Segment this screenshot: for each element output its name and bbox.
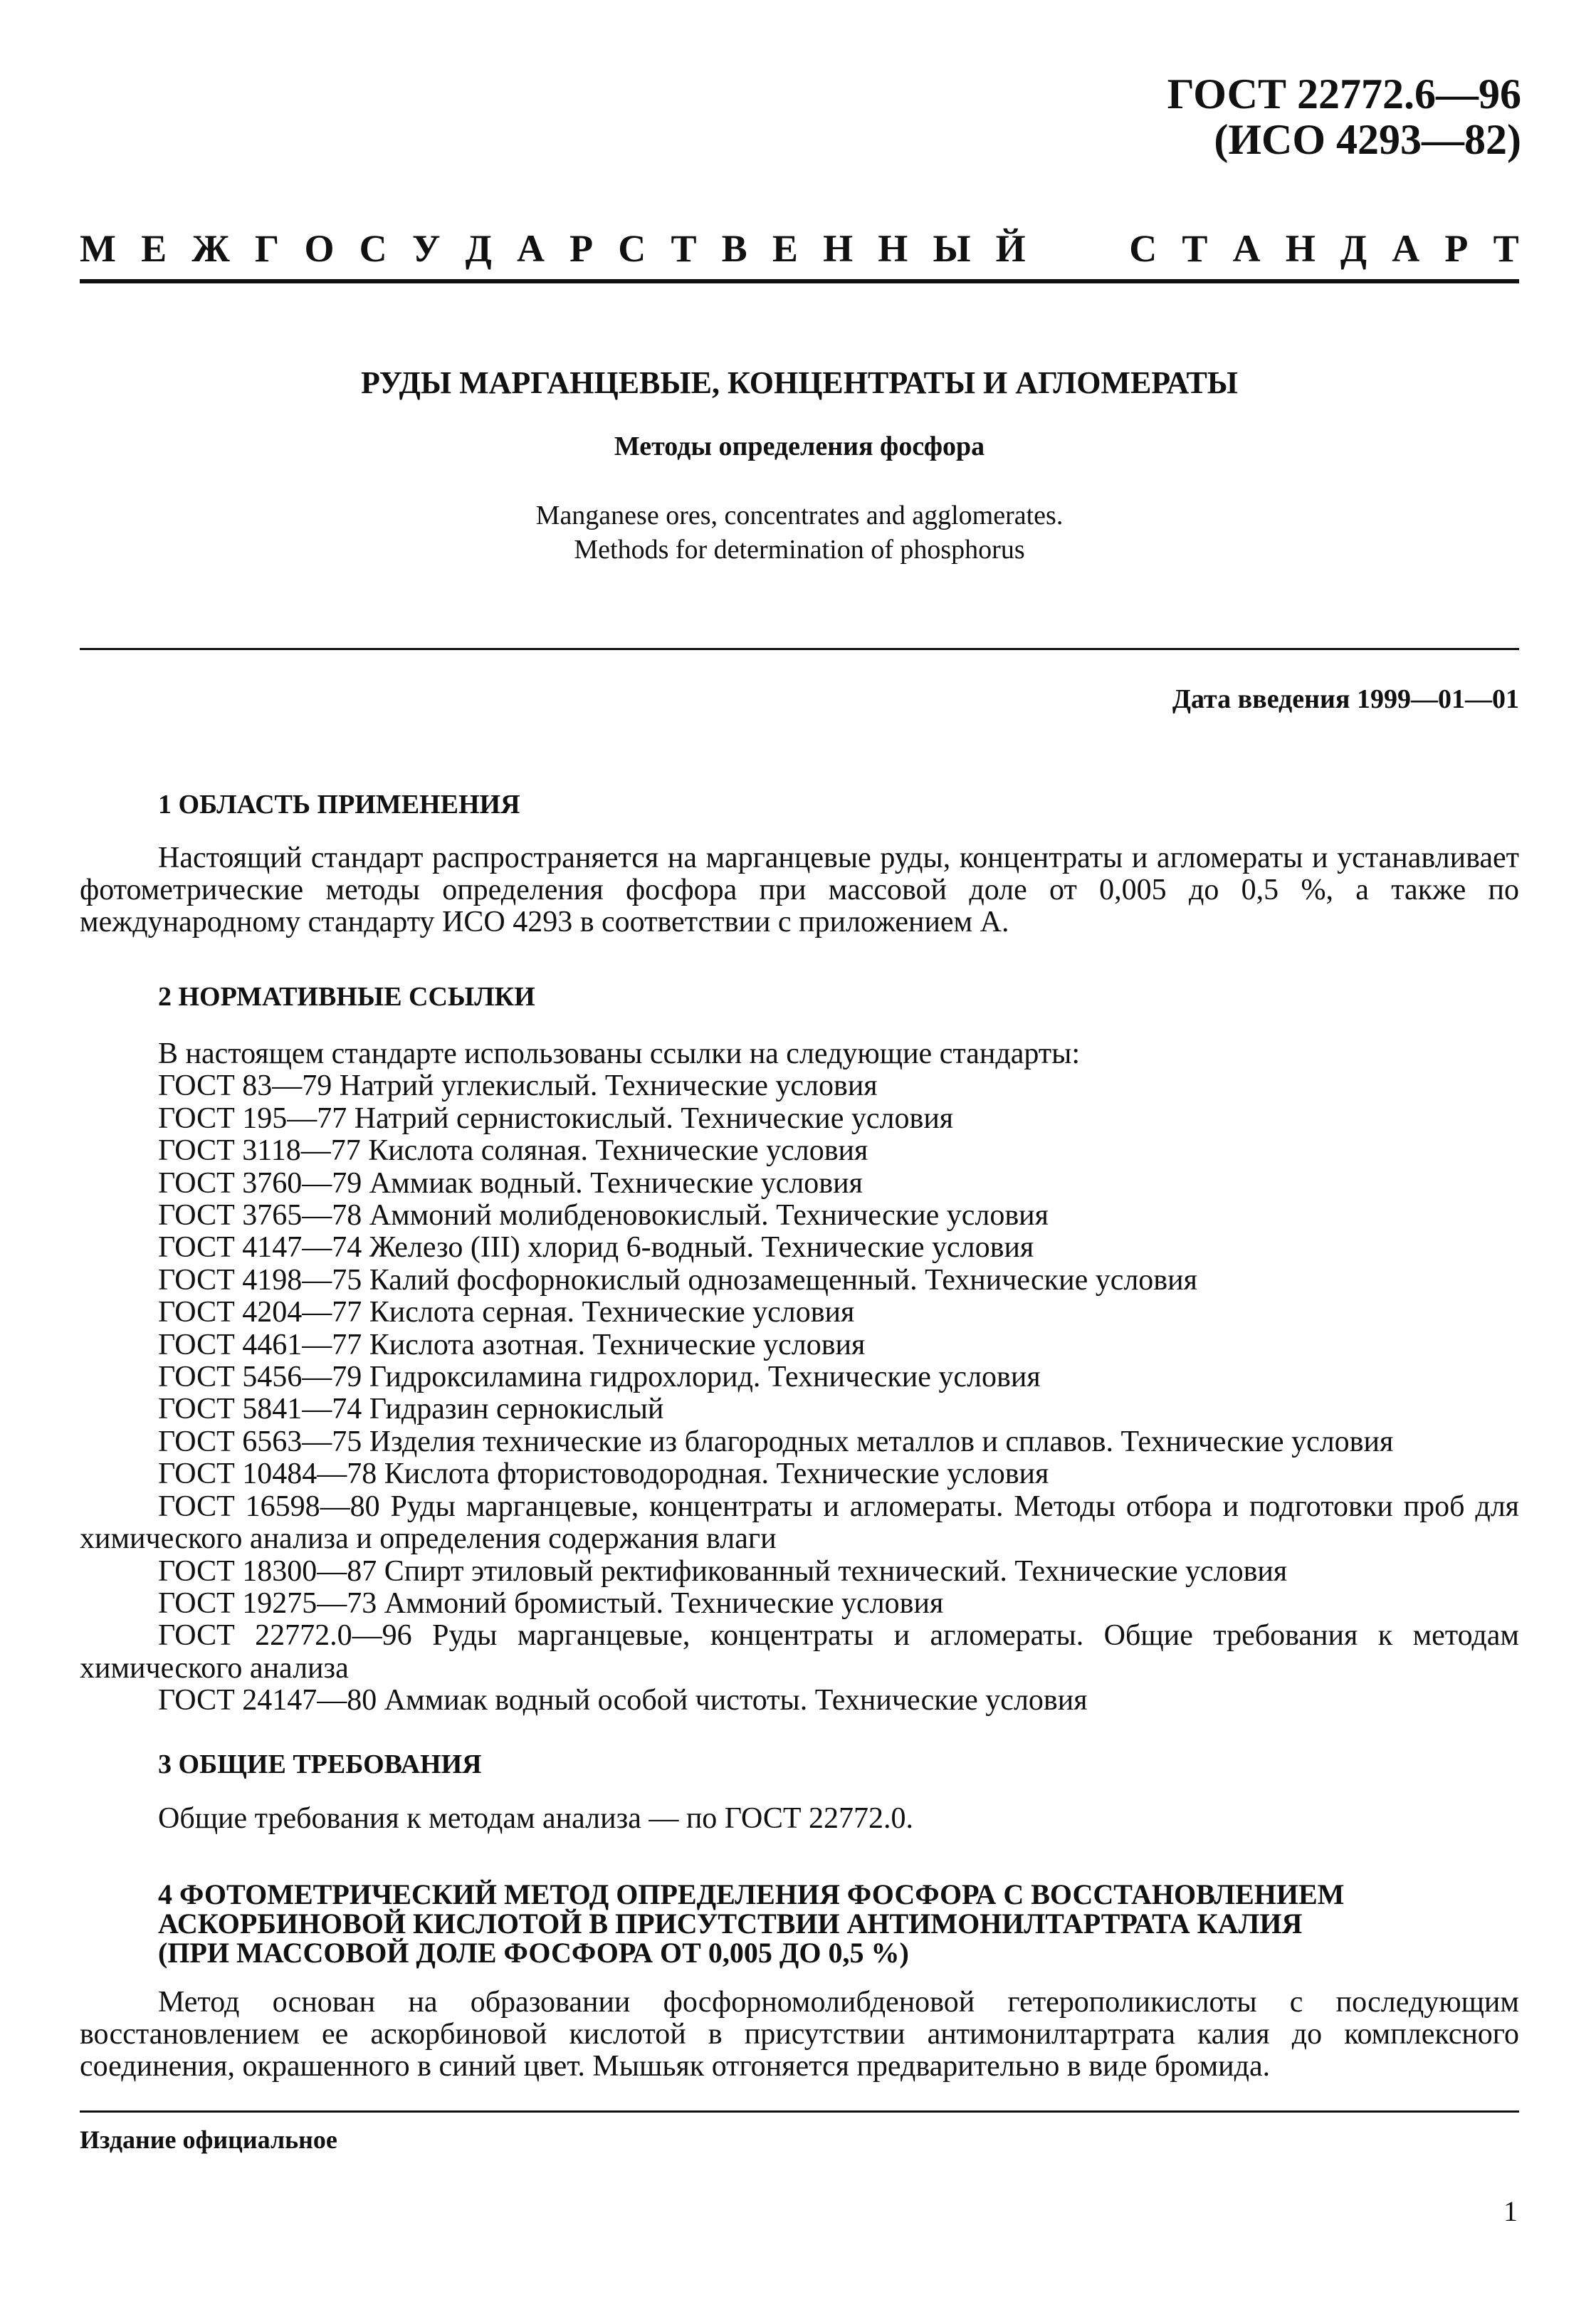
- reference-item: ГОСТ 3760—79 Аммиак водный. Технические условия: [158, 1166, 863, 1200]
- document-title: РУДЫ МАРГАНЦЕВЫЕ, КОНЦЕНТРАТЫ И АГЛОМЕРАТЫ: [360, 365, 1239, 400]
- reference-item: ГОСТ 19275—73 Аммоний бромистый. Технические условия: [158, 1586, 944, 1620]
- banner-letter: С: [359, 227, 387, 270]
- banner-letter: Ж: [191, 227, 230, 270]
- title-rule: [80, 648, 1519, 650]
- section-1-heading: 1 ОБЛАСТЬ ПРИМЕНЕНИЯ: [158, 790, 520, 820]
- reference-item: ГОСТ 4147—74 Железо (III) хлорид 6-водный. Технические условия: [158, 1231, 1034, 1265]
- interstate-standard-banner: [80, 226, 1519, 271]
- page-number: 1: [1503, 2195, 1518, 2227]
- reference-item: ГОСТ 4204—77 Кислота серная. Технические условия: [158, 1296, 855, 1329]
- section-4-text: Метод основан на образовании фосфорномолибденовой гетерополикислоты с последующим восстановлением ее аскорбиновой кислотой в присутствии антимонилтартрата калия до комплексного соединения, окрашенного в синий цвет. Мышьяк отгоняется предварительно в виде бромида.: [80, 1986, 1519, 2083]
- reference-item: ГОСТ 195—77 Натрий сернистокислый. Технические условия: [158, 1102, 954, 1135]
- banner-letter: Р: [1444, 227, 1469, 270]
- document-subtitle: Методы определения фосфора: [614, 431, 985, 461]
- reference-item: ГОСТ 3765—78 Аммоний молибденовокислый. Технические условия: [158, 1199, 1049, 1233]
- banner-letter: Й: [995, 227, 1026, 270]
- section-2-heading: 2 НОРМАТИВНЫЕ ССЫЛКИ: [158, 982, 535, 1012]
- banner-letter: Н: [1285, 227, 1316, 270]
- reference-item: ГОСТ 5456—79 Гидроксиламина гидрохлорид. Технические условия: [158, 1361, 1041, 1394]
- banner-letter: Д: [465, 227, 492, 270]
- iso-code: (ИСО 4293—82): [1214, 116, 1521, 163]
- section-4-heading: [80, 1880, 1519, 1967]
- reference-item: ГОСТ 16598—80 Руды марганцевые, концентраты и агломераты. Методы отбора и подготовки проб для химического анализа и определения содержания влаги: [80, 1490, 1519, 1556]
- banner-letter: Г: [254, 227, 280, 270]
- banner-letter: С: [618, 227, 646, 270]
- banner-letter: Е: [772, 227, 798, 270]
- banner-letter: Р: [569, 227, 594, 270]
- standard-code-block: [1167, 71, 1521, 162]
- official-edition-label: Издание официальное: [80, 2125, 337, 2154]
- reference-item: ГОСТ 10484—78 Кислота фтористоводородная. Технические условия: [158, 1458, 1049, 1491]
- section-4-heading-line1: 4 ФОТОМЕТРИЧЕСКИЙ МЕТОД ОПРЕДЕЛЕНИЯ ФОСФОРА С ВОССТАНОВЛЕНИЕМ: [158, 1878, 1345, 1910]
- reference-item: ГОСТ 4461—77 Кислота азотная. Технические условия: [158, 1328, 866, 1361]
- footer-rule: [80, 2110, 1519, 2113]
- banner-letter: М: [80, 227, 116, 270]
- references-list: [80, 1038, 1519, 1717]
- banner-letter: Т: [671, 227, 697, 270]
- reference-item: ГОСТ 24147—80 Аммиак водный особой чистоты. Технические условия: [158, 1684, 1088, 1717]
- reference-item: ГОСТ 3118—77 Кислота соляная. Технические условия: [158, 1134, 868, 1168]
- reference-item: ГОСТ 83—79 Натрий углекислый. Технические условия: [158, 1069, 878, 1103]
- reference-item: ГОСТ 22772.0—96 Руды марганцевые, концентраты и агломераты. Общие требования к методам химического анализа: [80, 1619, 1519, 1685]
- reference-item: ГОСТ 4198—75 Калий фосфорнокислый однозамещенный. Технические условия: [158, 1263, 1197, 1297]
- reference-item: ГОСТ 5841—74 Гидразин сернокислый: [158, 1393, 664, 1426]
- banner-letter: У: [411, 227, 441, 270]
- reference-item: ГОСТ 6563—75 Изделия технические из благородных металлов и сплавов. Технические условия: [158, 1425, 1394, 1458]
- banner-letter: С: [1129, 227, 1157, 270]
- banner-letter: В: [721, 227, 747, 270]
- section-3-heading: 3 ОБЩИЕ ТРЕБОВАНИЯ: [158, 1749, 482, 1779]
- gost-code: ГОСТ 22772.6—96: [1167, 70, 1521, 117]
- references-intro: В настоящем стандарте использованы ссылки на следующие стандарты:: [158, 1037, 1081, 1070]
- header-rule: [80, 279, 1519, 283]
- section-4-heading-line2: АСКОРБИНОВОЙ КИСЛОТОЙ В ПРИСУТСТВИИ АНТИМОНИЛТАРТРАТА КАЛИЯ: [158, 1908, 1303, 1940]
- banner-letter: Т: [1182, 227, 1208, 270]
- banner-letter: О: [304, 227, 335, 270]
- banner-letter: Е: [141, 227, 167, 270]
- banner-letter: А: [516, 227, 545, 270]
- english-title-line2: Methods for determination of phosphorus: [574, 535, 1025, 565]
- banner-letter: Н: [823, 227, 854, 270]
- banner-letter: А: [1392, 227, 1420, 270]
- banner-letter: Т: [1493, 227, 1519, 270]
- section-1-text: Настоящий стандарт распространяется на марганцевые руды, концентраты и агломераты и устанавливает фотометрические методы определения фосфора при массовой доле от 0,005 до 0,5 %, а также по международному стандарту ИСО 4293 в соответствии с приложением А.: [80, 842, 1519, 938]
- banner-letter: Д: [1340, 227, 1367, 270]
- english-title: [80, 498, 1519, 567]
- introduction-date: Дата введения 1999—01—01: [1172, 684, 1519, 714]
- section-3-text: Общие требования к методам анализа — по ГОСТ 22772.0.: [158, 1802, 914, 1835]
- banner-letter: Ы: [933, 227, 971, 270]
- banner-letter: Н: [878, 227, 908, 270]
- banner-letter: А: [1232, 227, 1261, 270]
- section-4-heading-line3: (ПРИ МАССОВОЙ ДОЛЕ ФОСФОРА ОТ 0,005 ДО 0,5 %): [158, 1937, 909, 1969]
- english-title-line1: Manganese ores, concentrates and agglomerates.: [535, 501, 1064, 530]
- reference-item: ГОСТ 18300—87 Спирт этиловый ректификованный технический. Технические условия: [158, 1554, 1288, 1588]
